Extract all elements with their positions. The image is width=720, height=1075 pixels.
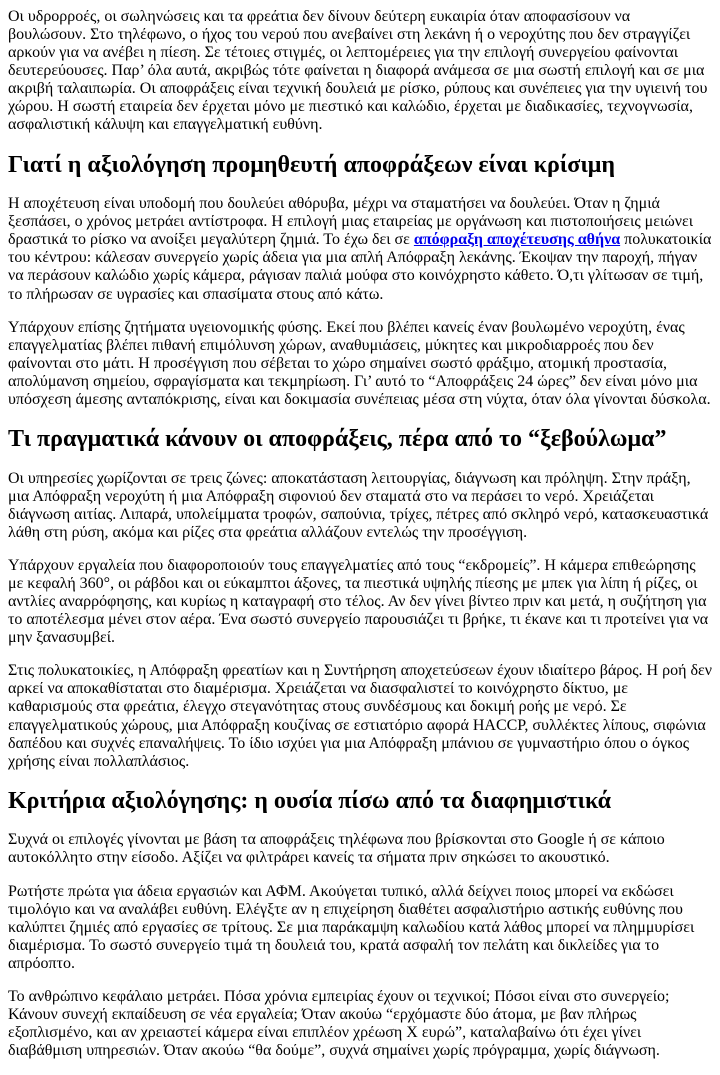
paragraph-hygiene-issues: Υπάρχουν επίσης ζητήματα υγειονομικής φύσης. Εκεί που βλέπει κανείς έναν βουλωμένο νεροχύτη, ένας επαγγελματίας βλέπει πιθανή επιμόλυνση χώρων, αναθυμιάσεις, μύκητες και μικροδιαρροές που δεν φαίνονται στο μάτι. Η προσέγγιση που σέβεται το χώρο σημαίνει σωστό φράξιμο, ατομική προστασία, απολύμανση σημείου, σφραγίσματα και τεκμηρίωση. Γι’ αυτό το “Αποφράξεις 24 ώρες” δεν είναι μόνο μια υπόσχεση άμεσης ανταπόκρισης, είναι και δοκιμασία συνέπειας μέσα στη νύχτα, όταν όλα γίνονται δύσκολα. bbox=[8, 318, 711, 408]
apofraxi-apoxetefsis-athina-link[interactable]: απόφραξη αποχέτευσης αθήνα bbox=[413, 231, 621, 249]
paragraph-apartment-buildings: Στις πολυκατοικίες, η Απόφραξη φρεατίων και η Συντήρηση αποχετεύσεων έχουν ιδιαίτερο βάρος. Η ροή δεν αρκεί να αποκαθίσταται στο διαμέρισμα. Χρειάζεται να διασφαλιστεί το κοινόχρηστο δίκτυο, με καθαρισμούς στα φρεάτια, έλεγχο στεγανότητας στους συνδέσμους και δοκιμή ροής με νερό. Σε επαγγελματικούς χώρους, μια Απόφραξη κουζίνας σε εστιατόριο αφορά HACCP, συλλέκτες λίπους, σιφώνια δαπέδου και συχνές επαναλήψεις. Το ίδιο ισχύει για μια Απόφραξη μπάνιου σε γυμναστήριο όπου ο όγκος χρήσης είναι πολλαπλάσιος. bbox=[8, 662, 712, 770]
section-heading-supplier-evaluation: Γιατί η αξιολόγηση προμηθευτή αποφράξεων είναι κρίσιμη bbox=[8, 151, 616, 178]
paragraph-case-story bbox=[8, 195, 712, 303]
text-before-link: Η αποχέτευση είναι υποδομή που δουλεύει αθόρυβα, μέχρι να σταματήσει να δουλεύει. Όταν η ζημιά ξεσπάσει, ο χρόνος μετράει αντίστροφα. Η επιλογή μιας εταιρείας με οργάνωση και πιστοποιήσεις μειώνει δραστικά το ρίσκο να ανοίξει μεγαλύτερη ζημιά. Το έχω δει σε bbox=[8, 195, 694, 249]
section-what-apofraxeis-do bbox=[8, 426, 712, 771]
paragraph-human-capital: Το ανθρώπινο κεφάλαιο μετράει. Πόσα χρόνια εμπειρίας έχουν οι τεχνικοί; Πόσοι είναι στο συνεργείο; Κάνουν συνεχή εκπαίδευση σε νέα εργαλεία; Όταν ακούω “ερχόμαστε δύο άτομα, με βαν πλήρως εξοπλισμένο, και αν χρειαστεί κάμερα είναι επιπλέον χρέωση Χ ευρώ”, καταλαβαίνω ότι έχει γίνει διαβάθμιση υπηρεσιών. Όταν ακούω “θα δούμε”, συχνά σημαίνει χωρίς πρόγραμμα, χωρίς διάγνωση. bbox=[8, 987, 670, 1060]
paragraph-license-insurance: Ρωτήστε πρώτα για άδεια εργασιών και ΑΦΜ. Ακούγεται τυπικό, αλλά δείχνει ποιος μπορεί να εκδώσει τιμολόγιο και να αναλάβει ευθύνη. Ελέγξτε αν η επιχείρηση διαθέτει ασφαλιστήριο αστικής ευθύνης που καλύπτει ζημιές από εργασίες σε τρίτους. Σε μια παράκαμψη καλωδίου κατά λάθος μπορεί να πλημμυρίσει διαμέρισμα. Το σωστό συνεργείο τιμά τη δουλειά του, κρατά ασφαλή τον πελάτη και δικλείδες για το απρόοπτο. bbox=[8, 882, 695, 972]
intro-paragraph: Οι υδρορροές, οι σωληνώσεις και τα φρεάτια δεν δίνουν δεύτερη ευκαιρία όταν αποφασίσουν να βουλώσουν. Στο τηλέφωνο, ο ήχος του νερού που ανεβαίνει στη λεκάνη ή ο νεροχύτης που δεν στραγγίζει αρκούν για να ανέβει η πίεση. Σε τέτοιες στιγμές, οι λεπτομέρειες για την επιλογή συνεργείου φαίνονται δευτερεύουσες. Παρ’ όλα αυτά, ακριβώς τότε φαίνεται η διαφορά ανάμεσα σε μια σωστή επιλογή και σε μια ακριβή ταλαιπωρία. Οι αποφράξεις είναι τεχνική δουλειά με ρίσκο, ρύπους και συνέπειες για την υγιεινή του χώρου. Η σωστή εταιρεία δεν έρχεται μόνο με πιεστικό και καλώδιο, έρχεται με διαδικασίες, τεχνογνωσία, ασφαλιστική κάλυψη και επαγγελματική ευθύνη. bbox=[8, 8, 708, 134]
paragraph-professional-tools: Υπάρχουν εργαλεία που διαφοροποιούν τους επαγγελματίες από τους “εκδρομείς”. Η κάμερα επιθεώρησης με κεφαλή 360°, οι ράβδοι και οι εύκαμπτοι άξονες, τα πιεστικά υψηλής πίεσης με μπεκ για λίπη ή ρίζες, οι αντλίες αναρρόφησης, και κυρίως η καταγραφή στο τέλος. Αν δεν γίνει βίντεο πριν και μετά, η συζήτηση για το αποτέλεσμα μένει στον αέρα. Ένα σωστό συνεργείο παρουσιάζει τι βρήκε, τι έκανε και τι προτείνει για να μην ξανασυμβεί. bbox=[8, 556, 709, 647]
section-heading-what-apofraxeis-do: Τι πραγματικά κάνουν οι αποφράξεις, πέρα από το “ξεβούλωμα” bbox=[8, 426, 667, 452]
section-supplier-evaluation bbox=[8, 152, 712, 409]
section-heading-evaluation-criteria: Κριτήρια αξιολόγησης: η ουσία πίσω από τα διαφημιστικά bbox=[8, 787, 611, 814]
section-evaluation-criteria bbox=[8, 788, 712, 1060]
paragraph-service-zones: Οι υπηρεσίες χωρίζονται σε τρεις ζώνες: αποκατάσταση λειτουργίας, διάγνωση και πρόληψη. Στην πράξη, μια Απόφραξη νεροχύτη ή μια Απόφραξη σιφονιού δεν σταματά στο να περάσει το νερό. Χρειάζεται διάγνωση αιτίας. Λιπαρά, υπολείμματα τροφών, σαπούνια, τρίχες, πέτρες από σκληρό νερό, κατασκευαστικά λάθη στη ρύση, ακόμα και ρίζες στα φρεάτια αλλάζουν εντελώς την προσέγγιση. bbox=[8, 469, 709, 541]
article bbox=[8, 8, 712, 1060]
text-after-link: πολυκατοικία του κέντρου: κάλεσαν συνεργείο χωρίς άδεια για μια απλή Απόφραξη λεκάνης. Έκοψαν την παροχή, πήγαν να περάσουν καλώδιο χωρίς κάμερα, ράγισαν παλιά μούφα στο κοινόχρηστο κάθετο. Ό,τι γλίτωσαν σε τιμή, το πλήρωσαν σε υγρασίες και σπασίματα στους από κάτω. bbox=[8, 231, 712, 303]
paragraph-filtering-signals: Συχνά οι επιλογές γίνονται με βάση τα αποφράξεις τηλέφωνα που βρίσκονται στο Google ή σε κάποιο αυτοκόλλητο στην είσοδο. Αξίζει να φιλτράρει κανείς τα σήματα πριν σηκώσει το ακουστικό. bbox=[8, 831, 665, 867]
